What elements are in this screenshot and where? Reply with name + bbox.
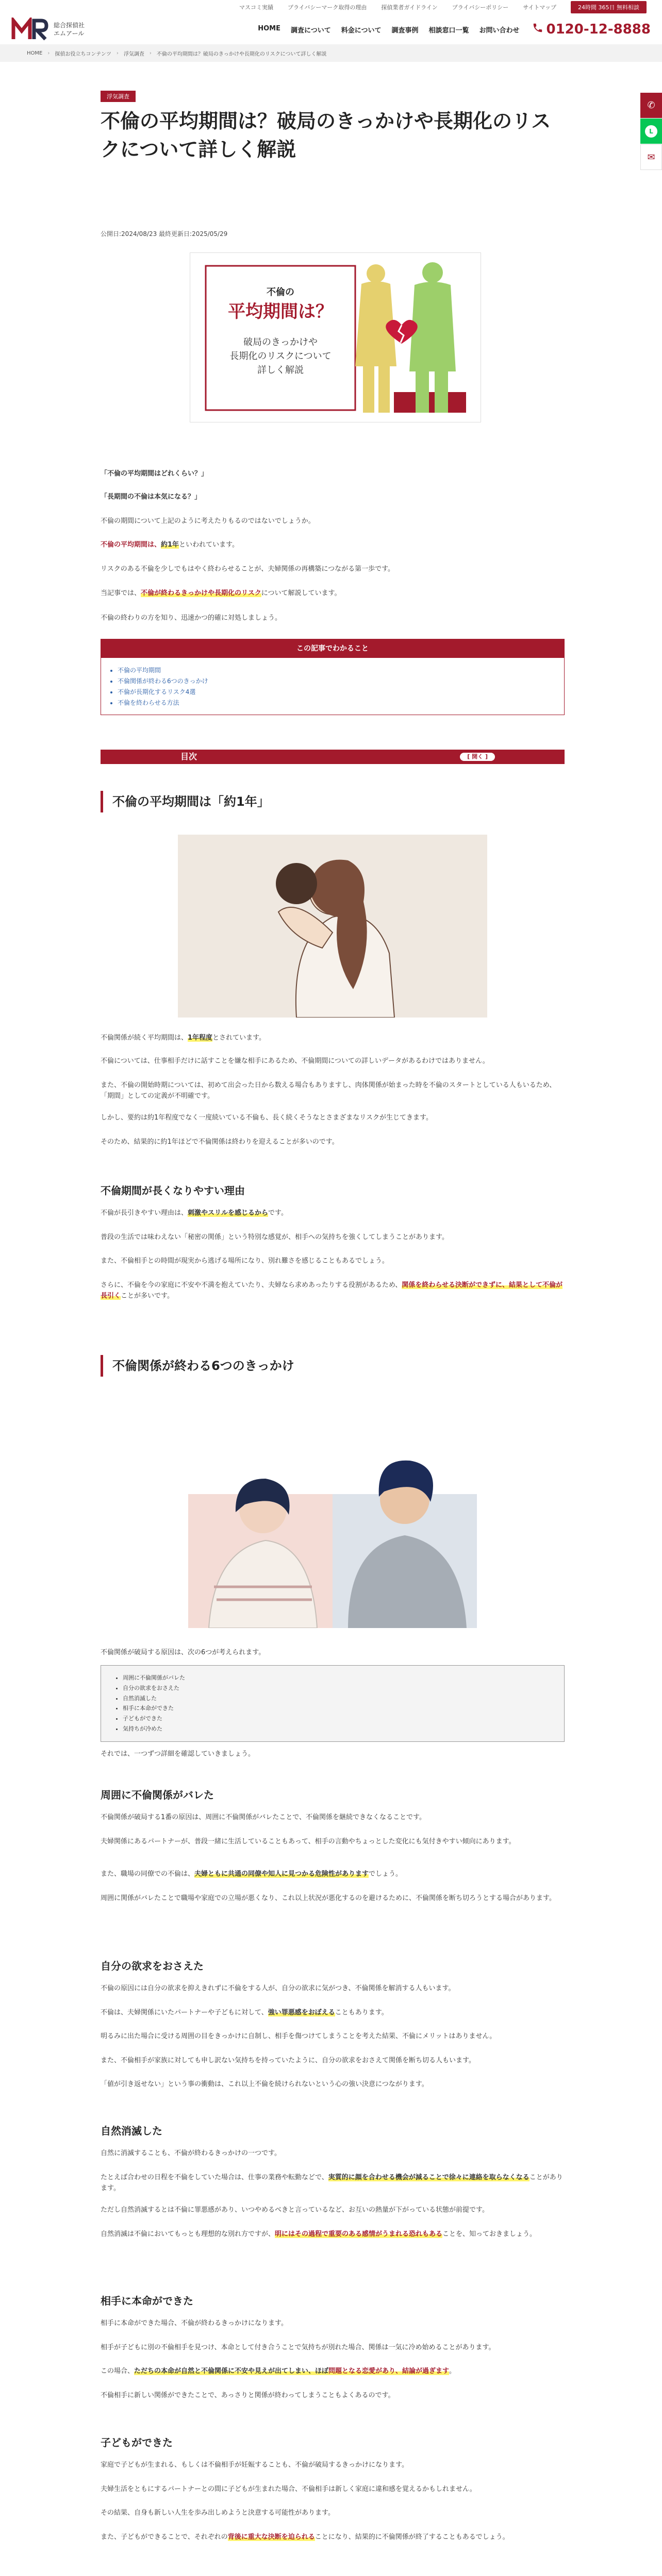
side-line-button[interactable] <box>640 118 662 144</box>
nav-pricing[interactable]: 料金について <box>341 26 382 35</box>
breadcrumb-current: 不倫の平均期間は？破局のきっかけや長期化のリスクについて詳しく解説 <box>156 51 327 57</box>
s2a-para-4: 周囲に関係がバレたことで職場や家庭での立場が悪くなり、これ以上状況が悪化するのを避けるために、不倫関係を断ち切ろうとする場合があります。 <box>101 1894 556 1902</box>
s1sub-para-3: また、不倫相手との時間が現実から逃げる場所になり、別れ難さを感じることもあるでしょう。 <box>101 1257 389 1265</box>
article-body <box>101 0 565 2576</box>
subheading-new-partner: 相手に本命ができた <box>101 2295 193 2307</box>
section-heading-six-triggers: 不倫関係が終わる6つのきっかけ <box>101 1355 565 1377</box>
intro-para-5: 不倫の終わりの方を知り、迅速かつ的確に対処しましょう。 <box>101 614 282 622</box>
breadcrumb: HOME › 探偵お役立ちコンテンツ › 浮気調査 › 不倫の平均期間は？破局のきっかけや長期化のリスクについて詳しく解説 <box>0 44 662 62</box>
s2e-para-1: 家庭で子どもが生まれる、もしくは不倫相手が妊娠することも、不倫が破局するきっかけになります。 <box>101 2461 408 2469</box>
breadcrumb-contents[interactable]: 探偵お役立ちコンテンツ <box>55 51 111 57</box>
s1-para-4: しかし、要約は約1年程度でなく一度続いている不倫も、長く続くそうなとさまざまなリスクが生じてきます。 <box>101 1114 433 1122</box>
summary-item[interactable]: • 不倫の平均期間 <box>118 665 564 676</box>
s2a-para-3: また、職場の同僚での不倫は、夫婦ともに共通の同僚や知人に見つかる危険性がありますでしょう。 <box>101 1870 403 1878</box>
subheading-natural-end: 自然消滅した <box>101 2125 162 2137</box>
nav-offices[interactable]: 相談窓口一覧 <box>428 26 469 35</box>
s2d-para-3: この場合、ただちの本命が自然と不倫関係に不安や見えが出てしまい、ほぼ問題となる恋愛があり、結論が過ぎます。 <box>101 2367 456 2375</box>
list-item: • 子どもができた <box>123 1714 564 1724</box>
page-title: 不倫の平均期間は？破局のきっかけや長期化のリスクについて詳しく解説 <box>101 110 551 161</box>
subheading-child: 子どもができた <box>101 2436 173 2449</box>
s2e-para-3: その結果、自身も新しい人生を歩み出しめようと決意する可能性があります。 <box>101 2509 335 2517</box>
list-item: • 自分の欲求をおさえた <box>123 1683 564 1693</box>
s2b-para-2: 不倫は、夫婦関係にいたパートナーや子どもに対して、強い罪悪感をおぼえることもあります。 <box>101 2009 388 2016</box>
topbar-link-sitemap[interactable]: サイトマップ <box>523 4 556 11</box>
table-of-contents-bar[interactable] <box>101 750 565 764</box>
toc-toggle-button[interactable]: [ 開く ] <box>460 753 495 761</box>
eyecatch-image <box>190 252 481 422</box>
s1-para-5: そのため、結果的に約1年ほどで不倫関係は終わりを迎えることが多いのです。 <box>101 1138 339 1146</box>
s2a-para-2: 夫婦関係にあるパートナーが、普段一緒に生活していることもあって、相手の言動やちょっとした変化にも気付きやすい傾向にあります。 <box>101 1838 516 1845</box>
side-float-buttons <box>640 93 662 170</box>
topbar-contact-button[interactable]: 24時間 365日 無料相談 <box>571 1 647 13</box>
subheading-self-control: 自分の欲求をおさえた <box>101 1960 204 1972</box>
s2-lead: 不倫関係が破局する原因は、次の6つが考えられます。 <box>101 1649 266 1656</box>
nav-cases[interactable]: 調査事例 <box>391 26 419 35</box>
list-item: • 自然消滅した <box>123 1693 564 1704</box>
side-phone-button[interactable] <box>640 93 662 118</box>
intro-question-2: 「長期間の不倫は本気になる？」 <box>101 493 202 501</box>
s2d-para-2: 相手が子どもに別の不倫相手を見つけ、本命として付き合うことで気持ちが別れた場合、関係は一気に冷め始めることがあります。 <box>101 2344 495 2351</box>
subheading-long-reason: 不倫期間が長くなりやすい理由 <box>101 1184 245 1197</box>
side-mail-button[interactable] <box>640 144 662 170</box>
list-item: • 気持ちが冷めた <box>123 1724 564 1734</box>
line-icon: L <box>645 125 657 138</box>
s1-para-1: 不倫関係が続く平均期間は、1年程度とされています。 <box>101 1034 266 1042</box>
s1sub-para-2: 普段の生活では味わえない「秘密の関係」という特別な感覚が、相手への気持ちを強くしてしまうことがあります。 <box>101 1233 449 1241</box>
topbar-link-privacy-mark[interactable]: プライバシーマーク取得の理由 <box>287 4 367 11</box>
s2c-para-1: 自然に消滅することも、不倫が終わるきっかけの一つです。 <box>101 2149 281 2157</box>
logo-line1: 総合探偵社 <box>54 21 85 29</box>
section-heading-average-period: 不倫の平均期間は「約1年」 <box>101 791 565 812</box>
phone-number: 0120-12-8888 <box>546 22 651 37</box>
nav-contact[interactable]: お問い合わせ <box>479 26 520 35</box>
nav-home[interactable]: HOME <box>258 24 280 32</box>
intro-para-1: 不倫の期間について上記のように考えたりもるのではないでしょうか。 <box>101 517 315 525</box>
s2e-para-2: 夫婦生活をともにするパートナーとの間に子どもが生まれた場合、不倫相手は新しく家庭に違和感を覚えるかもしれません。 <box>101 2485 476 2493</box>
s1-para-2: 不倫については、仕事相手だけに話すことを嫌な相手にあるため、不倫期間についての詳しいデータがあるわけではありません。 <box>101 1057 489 1065</box>
eyecatch-title: 平均期間は？ <box>228 301 333 322</box>
couple-hug-image <box>178 835 487 1018</box>
s2b-para-5: 「値が引き返せない」という事の衝動は、これ以上不倫を続けられないという心の強い決意につながります。 <box>101 2080 428 2088</box>
breadcrumb-home[interactable]: HOME <box>27 50 43 56</box>
list-item: • 相手に本命ができた <box>123 1703 564 1714</box>
toc-label: 目次 <box>180 752 197 761</box>
intro-para-4: 当記事では、不倫が終わるきっかけや長期化のリスクについて解説しています。 <box>101 589 341 597</box>
topbar-link-media[interactable]: マスコミ実績 <box>239 4 273 11</box>
category-badge[interactable]: 浮気調査 <box>101 91 136 102</box>
intro-para-3: リスクのある不倫を少しでもはやく終わらせることが、夫婦関係の再構築につながる第一歩です。 <box>101 565 395 573</box>
eyecatch-subtitle: 破局のきっかけや 長期化のリスクについて 詳しく解説 <box>229 337 332 376</box>
s2c-para-4: 自然消滅は不倫においてもっとも理想的な別れ方ですが、明にはその過程で重要のある感情がうまれる恐れもあることを、知っておきましょう。 <box>101 2230 537 2238</box>
summary-box-heading: この記事でわかること <box>101 639 564 658</box>
s1sub-para-1: 不倫が長引きやすい理由は、刺激やスリルを感じるからです。 <box>101 1209 288 1217</box>
topbar-link-privacy-policy[interactable]: プライバシーポリシー <box>452 4 509 11</box>
subheading-exposed: 周囲に不倫関係がバレた <box>101 1789 214 1801</box>
phone-icon: ✆ <box>647 100 655 111</box>
s2d-para-1: 相手に本命ができた場合、不倫が終わるきっかけになります。 <box>101 2319 288 2327</box>
summary-box <box>101 639 565 715</box>
s1-para-3: また、不倫の開始時期については、初めて出会った日から数える場合もありますし、肉体関係が始まった時を不倫のスタートとしている人もいるため、「期間」としての定義が不明確です。 <box>101 1081 556 1100</box>
topbar-link-guideline[interactable]: 探偵業者ガイドライン <box>381 4 438 11</box>
s2b-para-1: 不倫の原因には自分の欲求を抑えきれずに不倫をする人が、自分の欲求に気がつき、不倫関係を解消する人もいます。 <box>101 1985 455 1992</box>
triggers-list-box <box>101 1665 565 1742</box>
article-dates: 公開日:2024/08/23 最終更新日:2025/05/29 <box>101 230 228 238</box>
intro-para-2: 不倫の平均期間は、約1年といわれています。 <box>101 541 239 549</box>
s2d-para-4: 不倫相手に新しい関係ができたことで、あっさりと関係が終わってしまうこともよくあるのです。 <box>101 2392 395 2399</box>
s2e-para-4: また、子どもができることで、それぞれの背後に重大な決断を迫られることになり、結果的に不倫関係が終了することもあるでしょう。 <box>101 2533 509 2541</box>
intro-question-1: 「不倫の平均期間はどれくらい？」 <box>101 470 208 478</box>
couple-conflict-image <box>178 1401 487 1628</box>
s2b-para-3: 明るみに出た場合に受ける周囲の目をきっかけに自制し、相手を傷つけてしまうことを考えた結果、不倫にメリットはありません。 <box>101 2032 496 2040</box>
logo-line2: エムアール <box>54 30 85 37</box>
s2-after: それでは、一つずつ詳細を確認していきましょう。 <box>101 1750 255 1758</box>
mail-icon: ✉ <box>647 151 655 163</box>
summary-item[interactable]: • 不倫を終わらせる方法 <box>118 698 564 708</box>
s2b-para-4: また、不倫相手が家族に対しても申し訳ない気持ちを持っていたように、自分の欲求をおさえて関係を断ち切る人もいます。 <box>101 2057 475 2064</box>
summary-item[interactable]: • 不倫が長期化するリスク4選 <box>118 687 564 698</box>
s2a-para-1: 不倫関係が破局する1番の原因は、周囲に不倫関係がバレたことで、不倫関係を継続できなくなることです。 <box>101 1814 426 1821</box>
s2c-para-2: たとえば合わせの日程を不倫をしていた場合は、仕事の業務や転勤などで、実質的に顔を合わせる機会が減ることで徐々に連絡を取らなくなることがあります。 <box>101 2174 563 2192</box>
mr-logo-icon <box>11 18 48 41</box>
eyecatch-kicker: 不倫の <box>267 287 294 298</box>
breadcrumb-category[interactable]: 浮気調査 <box>123 51 144 57</box>
summary-item[interactable]: • 不倫関係が終わる6つのきっかけ <box>118 676 564 687</box>
nav-investigation[interactable]: 調査について <box>290 26 331 35</box>
s1sub-para-4: さらに、不倫を今の家庭に不安や不満を抱えていたり、夫婦なら求めあったりする役割があるため、関係を終わらせる決断ができずに、結果として不倫が長引くことが多いです。 <box>101 1281 562 1300</box>
s2c-para-3: ただし自然消滅するとは不倫に罪悪感があり、いつやめるべきと言っているなど、お互いの熱量が下がっている状態が前提です。 <box>101 2206 489 2214</box>
list-item: • 周囲に不倫関係がバレた <box>123 1673 564 1683</box>
